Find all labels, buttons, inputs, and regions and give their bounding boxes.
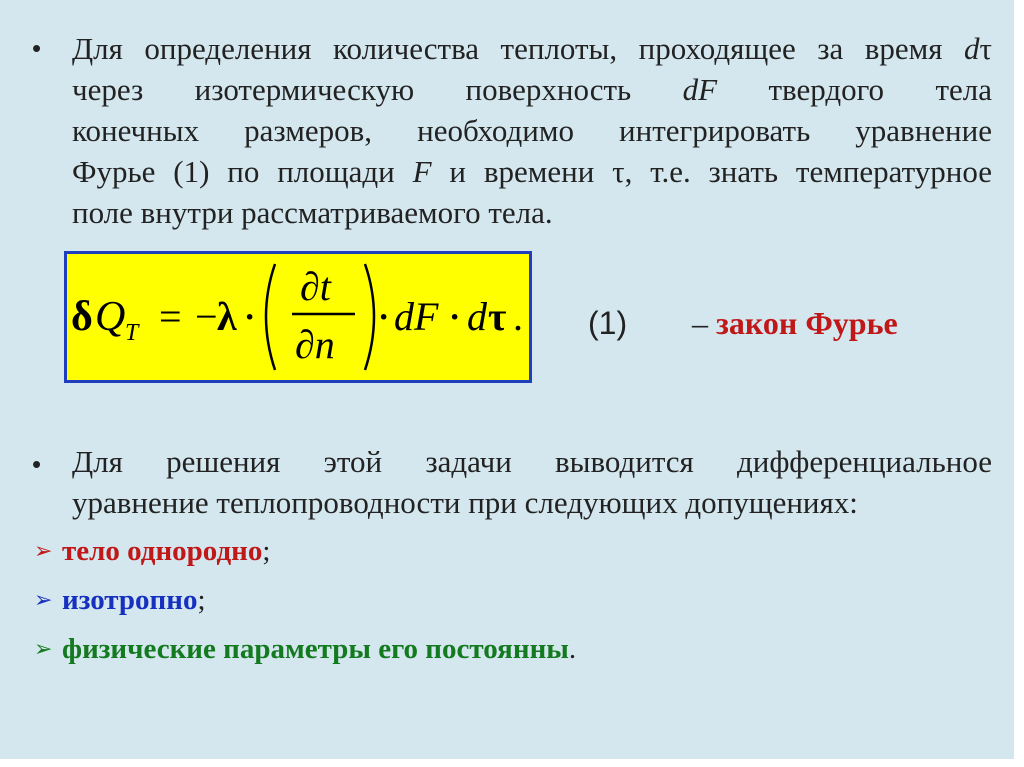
paragraph-1-line-1: Для определения количества теплоты, проходящее за время dτ (72, 31, 992, 66)
assumption-item-constant-parameters: ➢ физические параметры его постоянны. (34, 629, 576, 670)
delta-symbol: δ (71, 294, 93, 340)
fraction-denominator: ∂n (295, 322, 335, 367)
bullet-2: • (32, 449, 42, 479)
minus-sign: − (195, 294, 218, 339)
formula-period: . (513, 294, 523, 339)
dF-symbol: dF (394, 294, 439, 339)
paragraph-1-line-4: Фурье (1) по площади F и времени τ, т.е. знать температурное (72, 154, 992, 189)
bullet-1: • (32, 33, 42, 63)
left-paren (266, 264, 275, 370)
paragraph-1-line-5: поле внутри рассматриваемого тела. (72, 195, 553, 230)
paragraph-2-line-2: уравнение теплопроводности при следующих допущениях: (72, 485, 858, 520)
equation-number: (1) (588, 305, 628, 341)
arrow-bullet-icon: ➢ (34, 588, 53, 613)
equals-sign: = (159, 294, 182, 339)
fourier-formula (67, 254, 529, 380)
d-symbol: d (467, 294, 487, 339)
paragraph-2 (72, 441, 992, 523)
dot-3: · (449, 299, 461, 336)
fraction-numerator: ∂t (300, 264, 331, 309)
fourier-law-label (692, 305, 898, 342)
assumption-item-homogeneous: ➢ тело однородно; (34, 531, 270, 572)
dot-2: · (378, 299, 390, 336)
paragraph-1 (72, 28, 992, 233)
assumption-item-isotropic: ➢ изотропно; (34, 580, 206, 621)
paragraph-2-line-1: Для решения этой задачи выводится дифференциальное (72, 444, 992, 479)
paragraph-1-line-3: конечных размеров, необходимо интегрировать уравнение (72, 113, 992, 148)
Q-subscript: T (125, 320, 139, 346)
law-name: закон Фурье (716, 305, 898, 341)
law-dash: – (692, 305, 716, 341)
arrow-bullet-icon: ➢ (34, 539, 53, 564)
tau-symbol: τ (488, 294, 507, 339)
Q-symbol: Q (95, 294, 126, 340)
right-paren (365, 264, 374, 370)
paragraph-1-line-2: через изотермическую поверхность dF твердого тела (72, 72, 992, 107)
dot-1: · (244, 299, 256, 336)
arrow-bullet-icon: ➢ (34, 637, 53, 662)
fourier-formula-box (64, 251, 532, 383)
lambda-symbol: λ (217, 294, 237, 339)
